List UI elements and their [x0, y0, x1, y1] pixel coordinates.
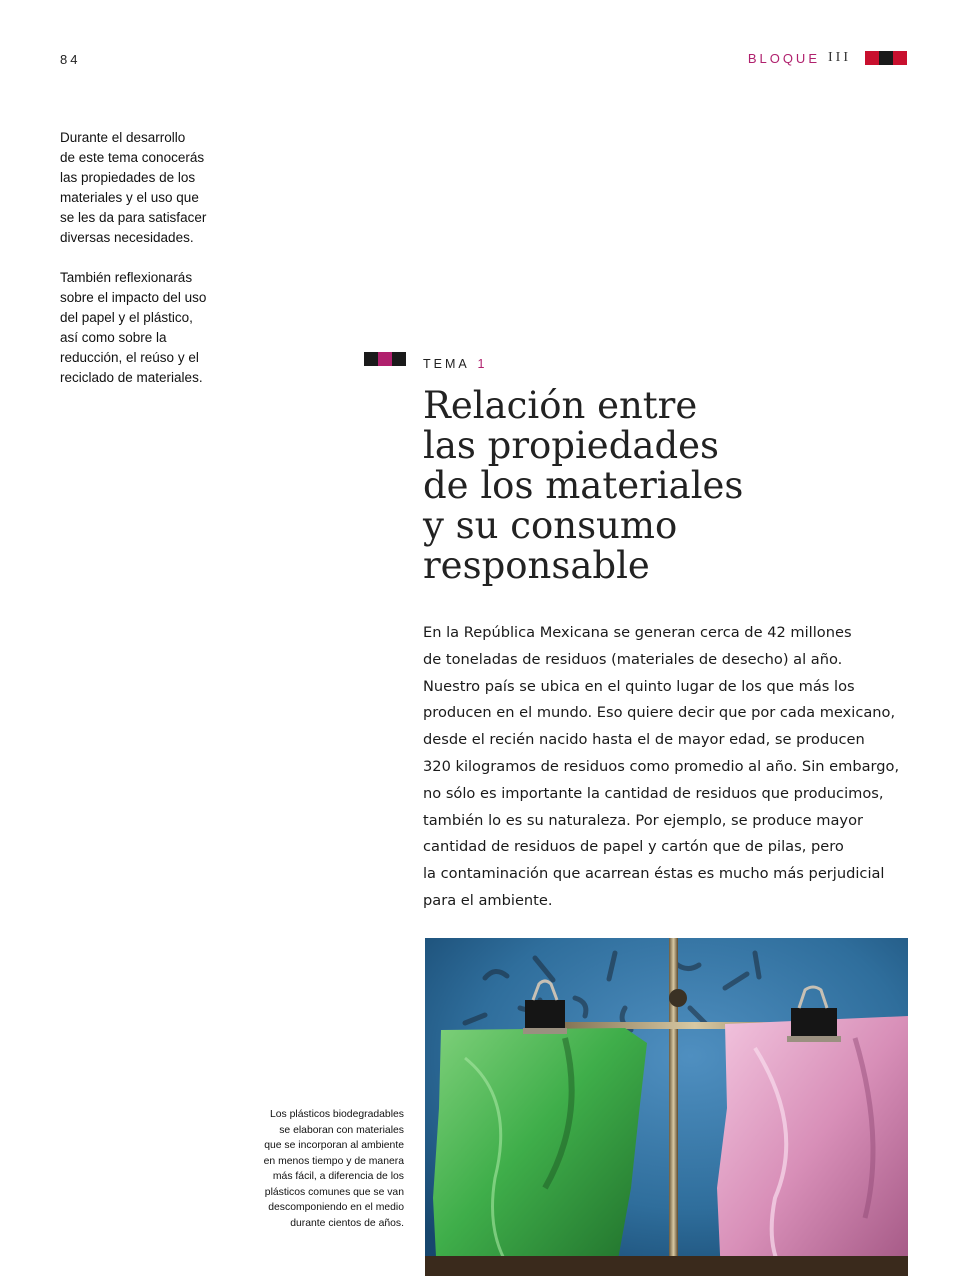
tema-label: [423, 357, 487, 371]
sidebar-line: materiales y el uso que: [60, 190, 199, 205]
body-line: de toneladas de residuos (materiales de desecho) al año.: [423, 650, 843, 668]
sidebar-paragraph: [60, 268, 230, 388]
stand-pole: [669, 938, 678, 1276]
photo-caption: [230, 1107, 404, 1231]
block-square: [879, 51, 893, 65]
plastic-bags-photo: [425, 938, 908, 1276]
body-paragraph: [423, 620, 913, 915]
body-line: cantidad de residuos de papel y cartón que de pilas, pero: [423, 838, 844, 856]
block-label: BLOQUE: [747, 50, 820, 66]
page-title: [423, 386, 893, 586]
sidebar-line: reciclado de materiales.: [60, 370, 203, 385]
block-squares-icon: [865, 51, 907, 65]
tema-square: [378, 352, 392, 366]
block-numeral: III: [828, 50, 851, 65]
sidebar-line: Durante el desarrollo: [60, 130, 186, 145]
sidebar-line: diversas necesidades.: [60, 230, 194, 245]
caption-line: Los plásticos biodegradables: [269, 1109, 404, 1120]
page-number: 84: [60, 52, 81, 67]
sidebar-intro: [60, 128, 230, 408]
body-line: producen en el mundo. Eso quiere decir que por cada mexicano,: [423, 704, 896, 722]
soil-base: [425, 1256, 908, 1276]
body-line: no sólo es importante la cantidad de residuos que producimos,: [423, 784, 884, 802]
pink-bag: [717, 1016, 908, 1276]
title-line: Relación entre: [423, 384, 698, 427]
tema-word: TEMA: [423, 357, 470, 371]
caption-line: se elaboran con materiales: [279, 1124, 404, 1136]
sidebar-paragraph: [60, 128, 230, 248]
caption-line: que se incorporan al ambiente: [264, 1140, 404, 1151]
block-header: [748, 50, 907, 66]
body-line: Nuestro país se ubica en el quinto lugar de los que más los: [423, 677, 855, 695]
title-line: responsable: [423, 544, 650, 587]
body-line: 320 kilogramos de residuos como promedio al año. Sin embargo,: [423, 757, 900, 775]
sidebar-line: del papel y el plástico,: [60, 310, 193, 325]
title-line: las propiedades: [423, 424, 720, 467]
tema-square: [392, 352, 406, 366]
block-square: [893, 51, 907, 65]
sidebar-line: se les da para satisfacer: [60, 210, 207, 225]
body-line: también lo es su naturaleza. Por ejemplo, se produce mayor: [423, 811, 863, 829]
body-line: para el ambiente.: [423, 891, 553, 909]
sidebar-line: las propiedades de los: [60, 170, 196, 185]
sidebar-line: También reflexionarás: [60, 270, 193, 285]
body-line: desde el recién nacido hasta el de mayor edad, se producen: [423, 731, 865, 749]
caption-line: durante cientos de años.: [290, 1217, 404, 1229]
title-line: y su consumo: [423, 504, 678, 547]
body-line: la contaminación que acarrean éstas es mucho más perjudicial: [423, 865, 885, 883]
tema-number: 1: [477, 357, 488, 371]
sidebar-line: sobre el impacto del uso: [60, 290, 207, 305]
stand-knob: [669, 989, 687, 1007]
tema-square: [364, 352, 378, 366]
sidebar-line: reducción, el reúso y el: [60, 350, 199, 365]
body-line: En la República Mexicana se generan cerca de 42 millones: [423, 624, 852, 641]
caption-line: descomponiendo en el medio: [268, 1202, 404, 1213]
title-line: de los materiales: [423, 464, 744, 507]
block-square: [865, 51, 879, 65]
caption-line: más fácil, a diferencia de los: [272, 1171, 404, 1182]
green-bag: [433, 1028, 647, 1276]
caption-line: en menos tiempo y de manera: [263, 1155, 404, 1167]
sidebar-line: así como sobre la: [60, 330, 167, 345]
sidebar-line: de este tema conocerás: [60, 150, 205, 165]
tema-squares-icon: [364, 352, 406, 366]
caption-line: plásticos comunes que se van: [264, 1186, 404, 1198]
